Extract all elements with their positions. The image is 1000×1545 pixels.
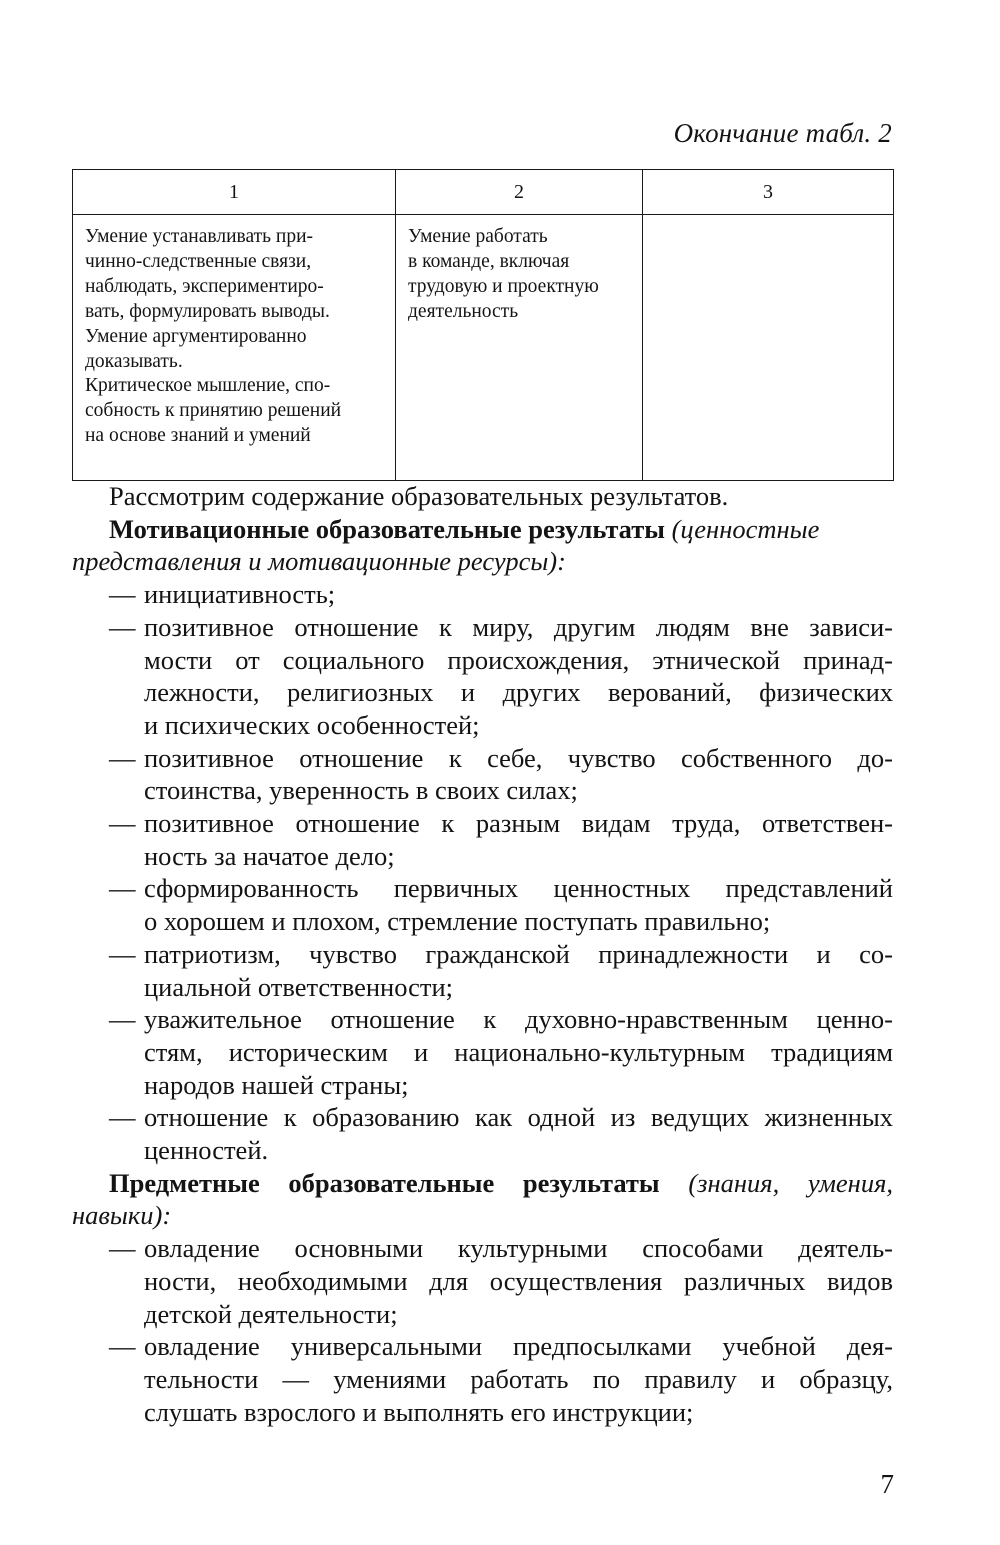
table-header-cell-3: 3 <box>643 170 894 215</box>
list-dash: — <box>109 1233 136 1264</box>
list-item <box>72 1330 893 1428</box>
table-header-cell-1: 1 <box>73 170 396 215</box>
list-item-line: ценностей. <box>144 1135 269 1166</box>
table-header-row <box>73 170 894 215</box>
section2-title: Предметные образовательные результаты <box>109 1167 660 1198</box>
list-item-line: ность за начатое дело; <box>144 840 395 871</box>
section1-list <box>72 578 893 1167</box>
list-item-line: слушать взрослого и выполнять его инструкции; <box>144 1396 694 1427</box>
section1-title: Мотивационные образовательные результаты <box>109 513 665 544</box>
list-item-line: сформированность первичных ценностных представлений <box>144 873 893 904</box>
main-text <box>72 480 893 1428</box>
intro-paragraph: Рассмотрим содержание образовательных результатов. <box>109 481 729 511</box>
page-number: 7 <box>880 1469 894 1499</box>
list-dash: — <box>109 1331 136 1362</box>
table-continuation-caption: Окончание табл. 2 <box>673 118 892 148</box>
section2-heading <box>72 1167 893 1200</box>
list-item-line: лежности, религиозных и других верований, физических <box>144 677 893 708</box>
list-item <box>72 611 893 742</box>
table-row <box>73 215 894 481</box>
section2-note-part2: навыки): <box>72 1200 172 1231</box>
list-item <box>72 1003 893 1101</box>
list-item <box>72 938 893 1003</box>
list-dash: — <box>109 808 136 839</box>
list-item-line: тельности — умениями работать по правилу и образцу, <box>144 1363 893 1394</box>
list-item-line: ности, необходимыми для осуществления различных видов <box>144 1265 893 1296</box>
list-dash: — <box>109 611 136 642</box>
list-item-line: и психических особенностей; <box>144 709 480 740</box>
list-item-line: народов нашей страны; <box>144 1069 409 1100</box>
table-header-cell-2: 2 <box>396 170 643 215</box>
list-item-line: стям, историческим и национально-культурным традициям <box>144 1036 893 1067</box>
list-item-line: инициативность; <box>144 579 336 610</box>
list-item-line: патриотизм, чувство гражданской принадлежности и со- <box>144 938 893 969</box>
results-table <box>72 169 894 481</box>
section1-note-part1: (ценностные <box>671 513 820 544</box>
list-item <box>72 1232 893 1330</box>
list-dash: — <box>109 1004 136 1035</box>
section2-note-part1: (знания, умения, <box>688 1167 894 1198</box>
list-item <box>72 1101 893 1166</box>
list-item <box>72 807 893 872</box>
table-cell-col2 <box>396 215 643 481</box>
section2-list <box>72 1232 893 1428</box>
list-item-line: циальной ответственности; <box>144 971 454 1002</box>
table-cell-col2-text: Умение работать в команде, включая трудовую и проектную деятельность <box>408 226 599 322</box>
list-item-line: о хорошем и плохом, стремление поступать правильно; <box>144 906 771 937</box>
list-item <box>72 578 893 611</box>
list-dash: — <box>109 873 136 904</box>
list-dash: — <box>109 742 136 773</box>
list-item-line: овладение универсальными предпосылками учебной дея- <box>144 1331 893 1362</box>
list-item-line: стоинства, уверенность в своих силах; <box>144 775 578 806</box>
list-item-line: детской деятельности; <box>144 1298 398 1329</box>
list-item-line: позитивное отношение к разным видам труда, ответствен- <box>144 808 893 839</box>
list-dash: — <box>109 1102 136 1133</box>
section1-heading <box>72 513 893 546</box>
section1-note-part2: представления и мотивационные ресурсы): <box>72 546 566 577</box>
list-item-line: позитивное отношение к себе, чувство собственного до- <box>144 742 893 773</box>
list-item-line: отношение к образованию как одной из ведущих жизненных <box>144 1102 893 1133</box>
list-item-line: мости от социального происхождения, этнической принад- <box>144 644 893 675</box>
list-dash: — <box>109 938 136 969</box>
table-cell-col1-text: Умение устанавливать при- чинно-следственные связи, наблюдать, экспериментиро- вать, формулировать выводы. Умение аргументированно доказывать. Критическое мышление, спо- собность к принятию решений на основе знаний и умений <box>85 226 342 447</box>
list-item-line: позитивное отношение к миру, другим людям вне зависи- <box>144 611 893 642</box>
list-item <box>72 872 893 937</box>
list-item-line: уважительное отношение к духовно-нравственным ценно- <box>144 1004 893 1035</box>
list-dash: — <box>109 579 136 610</box>
table-cell-col3 <box>643 215 894 481</box>
list-item-line: овладение основными культурными способами деятель- <box>144 1233 893 1264</box>
list-item <box>72 742 893 807</box>
table-cell-col1 <box>73 215 396 481</box>
